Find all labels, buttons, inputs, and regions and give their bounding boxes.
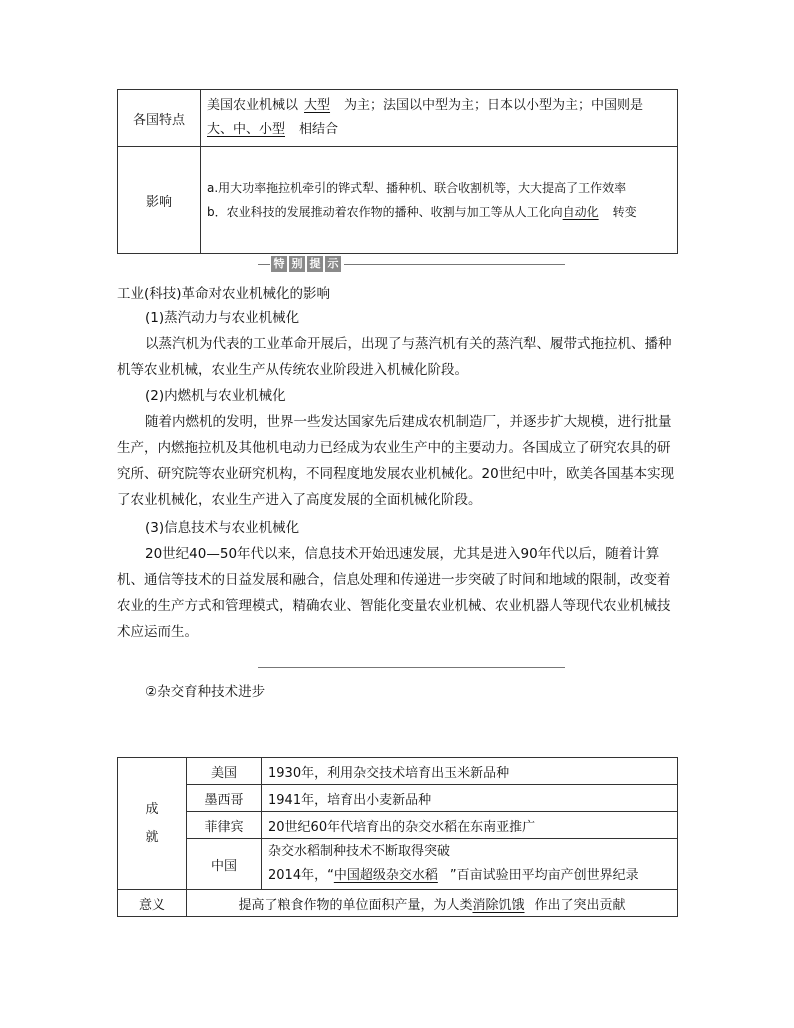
answer-blank-large: 大型 <box>304 98 331 113</box>
hint-divider-right <box>344 264 565 265</box>
hint-char: 特 <box>271 256 287 272</box>
hint-char: 别 <box>289 256 305 272</box>
meaning-text-post: 作出了突出贡献 <box>534 897 626 913</box>
row-head-impact: 影响 <box>118 147 201 254</box>
paragraph-information: 20世纪40—50年代以来，信息技术开始迅速发展，尤其是进入90年代以后，随着计算机、通信等技术的日益发展和融合，信息处理和传递进一步突破了时间和地域的限制，改变着农业的生产方式和管理模式，精确农业、智能化变量农业机械、农业机器人等现代农业机械技术应运而生。 <box>117 546 671 640</box>
features-table <box>117 89 678 254</box>
china-line-b <box>268 864 671 888</box>
hint-char: 提 <box>307 256 323 272</box>
china-line-a: 杂交水稻制种技术不断取得突破 <box>268 844 451 859</box>
features-text-c: 相结合 <box>299 122 339 137</box>
meaning-text-pre: 提高了粮食作物的单位面积产量，为人类 <box>238 897 473 913</box>
row-head-features: 各国特点 <box>118 90 201 147</box>
hint-end-divider <box>258 667 565 668</box>
country-cell: 菲律宾 <box>187 812 262 839</box>
table-row <box>118 147 678 254</box>
country-cell: 墨西哥 <box>187 785 262 812</box>
impact-line-b-end: 转变 <box>612 205 637 219</box>
meaning-label: 意义 <box>118 890 187 917</box>
section-title: 工业(科技)革命对农业机械化的影响 <box>117 286 331 302</box>
features-cell <box>201 90 678 147</box>
answer-blank-mixed: 大、中、小型 <box>207 122 286 137</box>
features-text-a: 美国农业机械以 <box>207 98 299 113</box>
china-line-b-pre: 2014年，“ <box>268 868 334 883</box>
subsection-steam: (1)蒸汽动力与农业机械化 <box>145 310 300 326</box>
features-text-b: 为主；法国以中型为主；日本以小型为主；中国则是 <box>344 98 644 113</box>
achievements-table <box>117 757 678 917</box>
impact-line-a: a.用大功率拖拉机牵引的铧式犁、播种机、联合收割机等，大大提高了工作效率 <box>207 181 627 195</box>
achievement-cell: 20世纪60年代培育出的杂交水稻在东南亚推广 <box>262 812 678 839</box>
table-row <box>118 785 678 812</box>
impact-line-b-text: b．农业科技的发展推动着农作物的播种、收割与加工等从人工化向 <box>207 205 563 219</box>
meaning-cell <box>187 890 678 917</box>
impact-line-b <box>207 200 671 224</box>
table-row <box>118 890 678 917</box>
hint-char: 示 <box>325 256 341 272</box>
country-cell: 美国 <box>187 758 262 785</box>
achievement-cell: 1941年，培育出小麦新品种 <box>262 785 678 812</box>
achievements-label <box>118 758 187 890</box>
achievement-cell <box>262 839 678 890</box>
subsection-information: (3)信息技术与农业机械化 <box>145 520 300 536</box>
table-row <box>118 758 678 785</box>
hint-divider-left <box>258 264 270 265</box>
table-row <box>118 90 678 147</box>
answer-blank-hunger: 消除饥饿 <box>472 897 525 913</box>
table-row <box>118 812 678 839</box>
impact-cell <box>201 147 678 254</box>
paragraph-combustion: 随着内燃机的发明，世界一些发达国家先后建成农机制造厂，并逐步扩大规模，进行批量生产，内燃拖拉机及其他机电动力已经成为农业生产中的主要动力。各国成立了研究农具的研究所、研究院等农业研究机构，不同程度地发展农业机械化。20世纪中叶，欧美各国基本实现了农业机械化，农业生产进入了高度发展的全面机械化阶段。 <box>117 414 675 508</box>
achievement-cell: 1930年，利用杂交技术培育出玉米新品种 <box>262 758 678 785</box>
country-cell: 中国 <box>187 839 262 890</box>
answer-blank-super-rice: 中国超级杂交水稻 <box>333 868 438 883</box>
subsection-combustion: (2)内燃机与农业机械化 <box>145 388 286 404</box>
china-line-b-post: ”百亩试验田平均亩产创世界纪录 <box>449 868 639 883</box>
achievements-label-text: 成就 <box>145 801 159 845</box>
special-hint-badge <box>271 256 341 273</box>
table-row <box>118 839 678 890</box>
paragraph-steam: 以蒸汽机为代表的工业革命开展后，出现了与蒸汽机有关的蒸汽犁、履带式拖拉机、播种机等农业机械，农业生产从传统农业阶段进入机械化阶段。 <box>117 336 672 378</box>
answer-blank-automation: 自动化 <box>562 205 599 219</box>
section-hybrid-breeding: ②杂交育种技术进步 <box>145 684 266 700</box>
